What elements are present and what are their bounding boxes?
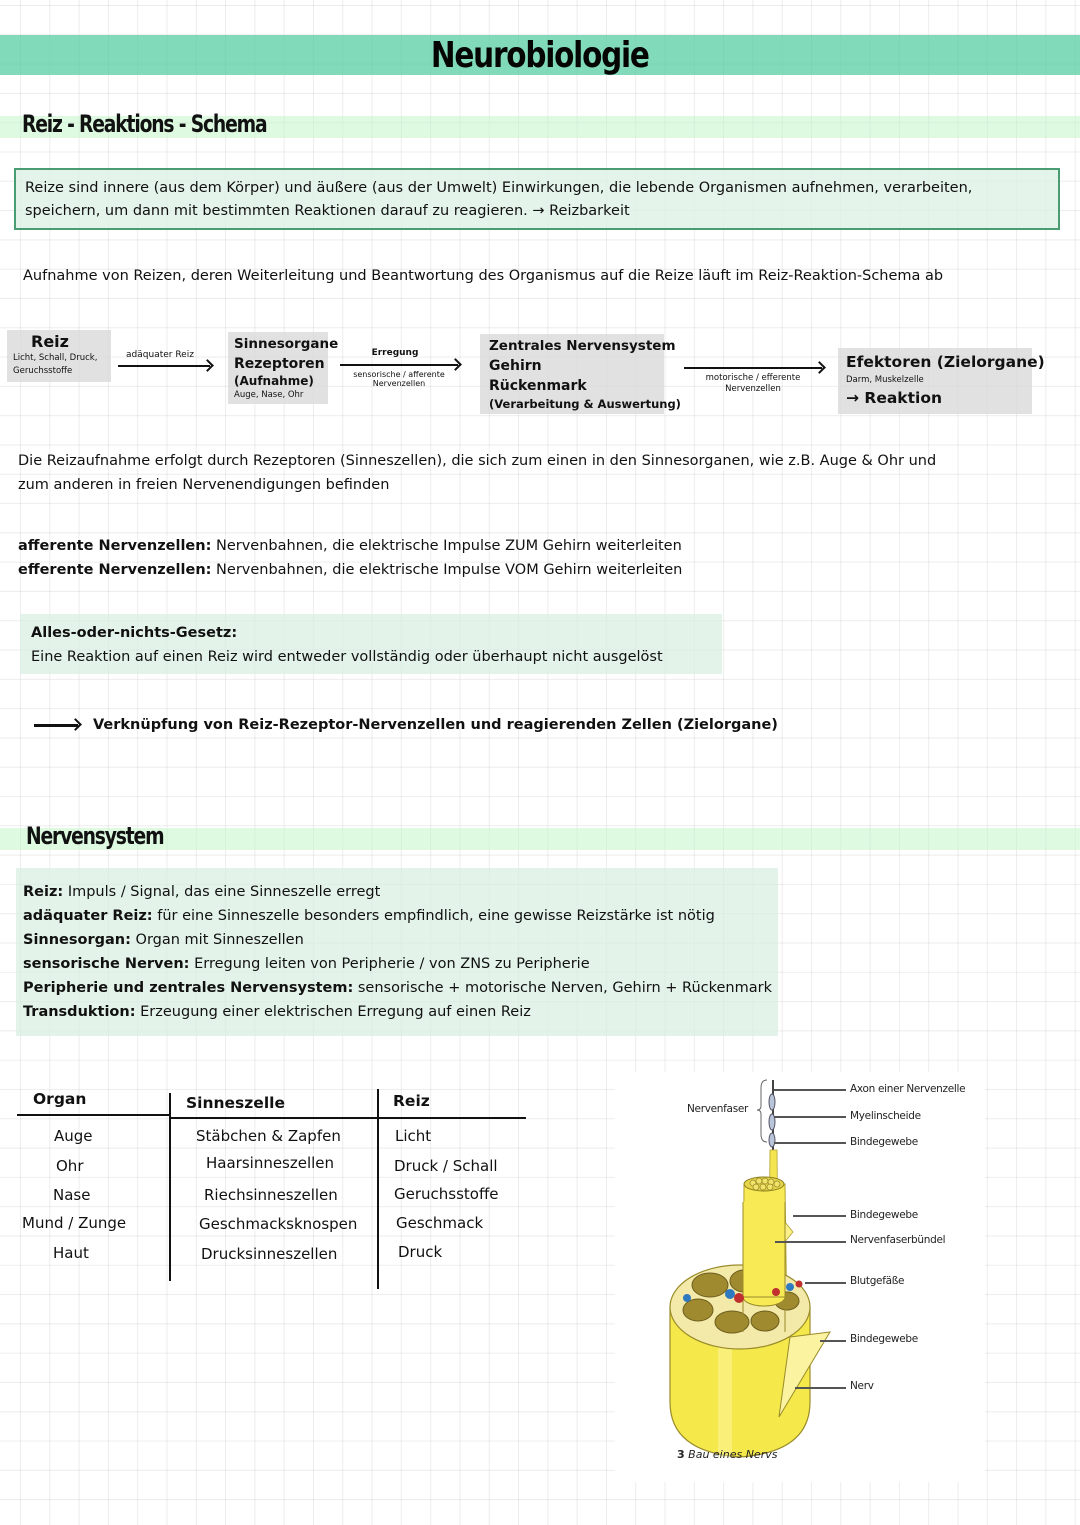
flow-effektoren-line3: → Reaktion <box>846 389 943 407</box>
table-cell: Drucksinneszellen <box>201 1245 338 1263</box>
label-myelinscheide: Myelinscheide <box>850 1110 921 1122</box>
label-nervenfaserbuendel: Nervenfaserbündel <box>850 1234 946 1246</box>
flow-reiz-title: Reiz <box>31 332 69 351</box>
label-nerv: Nerv <box>850 1380 874 1392</box>
definition-term: Transduktion: <box>23 1004 136 1020</box>
table-cell: Mund / Zunge <box>22 1214 127 1232</box>
intro-text: Aufnahme von Reizen, deren Weiterleitung und Beantwortung des Organismus auf die Reize läuft im Reiz-Reaktion-Schema ab <box>23 268 944 284</box>
flow-zns-line2: Gehirn <box>489 358 542 374</box>
table-header-reiz: Reiz <box>393 1092 430 1110</box>
receptors-line-1: Die Reizaufnahme erfolgt durch Rezeptoren (Sinneszellen), die sich zum einen in den Sinnesorganen, wie z.B. Auge & Ohr und <box>18 453 937 469</box>
label-leader-line <box>774 1089 846 1091</box>
flow-reiz-line1: Licht, Schall, Druck, <box>13 353 98 363</box>
table-divider <box>170 1117 378 1119</box>
arrow-icon <box>118 365 210 367</box>
caption-number: 3 <box>677 1448 685 1461</box>
definition-term: Sinnesorgan: <box>23 932 131 948</box>
table-cell: Auge <box>54 1127 93 1145</box>
nerve-illustration <box>615 1072 985 1482</box>
conclusion-text: Verknüpfung von Reiz-Rezeptor-Nervenzellen und reagierenden Zellen (Zielorgane) <box>93 717 778 733</box>
label-axon: Axon einer Nervenzelle <box>850 1083 966 1095</box>
definitions-box <box>16 868 778 1036</box>
flow-box-zns <box>480 334 681 414</box>
definition-item <box>23 1000 531 1024</box>
label-leader-line <box>805 1282 846 1284</box>
arrow-icon <box>684 367 822 369</box>
table-cell: Ohr <box>56 1157 84 1175</box>
table-cell: Riechsinneszellen <box>204 1186 338 1204</box>
definition-line-1: Reize sind innere (aus dem Körper) und äußere (aus der Umwelt) Einwirkungen, die lebende Organismen aufnehmen, verarbeiten, <box>25 180 973 196</box>
law-title: Alles-oder-nichts-Gesetz: <box>31 625 238 641</box>
table-cell: Haut <box>53 1244 89 1262</box>
section-heading-text: Nervensystem <box>26 822 164 850</box>
flow-zns-title: Zentrales Nervensystem <box>489 338 676 354</box>
section-heading-nervensystem <box>0 822 1080 850</box>
table-cell: Nase <box>53 1186 91 1204</box>
definition-term: sensorische Nerven: <box>23 956 190 972</box>
definition-item <box>23 904 715 928</box>
nerve-diagram-icon <box>615 1072 985 1482</box>
table-header-sinneszelle: Sinneszelle <box>186 1094 285 1112</box>
flow-box-reiz <box>7 330 111 382</box>
arrow-right-icon <box>34 724 78 727</box>
flow-effektoren-line2: Darm, Muskelzelle <box>846 375 924 385</box>
flow-box-sinnesorgane <box>228 332 339 404</box>
label-leader-line <box>775 1241 846 1243</box>
section-heading-reiz-reaktion <box>0 110 1080 138</box>
efferent-text: Nervenbahnen, die elektrische Impulse VOM Gehirn weiterleiten <box>211 562 683 578</box>
definition-text: Organ mit Sinneszellen <box>130 932 304 948</box>
definition-item <box>23 928 304 952</box>
definition-text: für eine Sinneszelle besonders empfindlich, eine gewisse Reizstärke ist nötig <box>152 908 715 924</box>
table-cell: Druck / Schall <box>394 1157 498 1175</box>
arrow3-bottom-label-1: motorische / efferente <box>705 373 801 383</box>
section-heading-text: Reiz - Reaktions - Schema <box>22 110 267 138</box>
label-leader-line <box>774 1142 846 1144</box>
flow-sinnesorgane-line4: Auge, Nase, Ohr <box>234 390 304 400</box>
flow-sinnesorgane-line3: (Aufnahme) <box>234 374 314 388</box>
afferent-text: Nervenbahnen, die elektrische Impulse ZUM Gehirn weiterleiten <box>211 538 682 554</box>
label-leader-line <box>774 1116 846 1118</box>
table-column-divider <box>169 1093 171 1281</box>
arrow2-bottom-label-1: sensorische / afferente <box>353 370 445 379</box>
definition-text: sensorische + motorische Nerven, Gehirn + Rückenmark <box>353 980 772 996</box>
definition-term: adäquater Reiz: <box>23 908 153 924</box>
arrow3-bottom-label-2: Nervenzellen <box>725 384 781 394</box>
label-blutgefaesse: Blutgefäße <box>850 1275 905 1287</box>
label-leader-line <box>820 1340 846 1342</box>
flow-zns-line3: Rückenmark <box>489 378 587 394</box>
law-text: Eine Reaktion auf einen Reiz wird entweder vollständig oder überhaupt nicht ausgelöst <box>31 649 663 665</box>
label-bindegewebe-2: Bindegewebe <box>850 1209 918 1221</box>
definition-text: Impuls / Signal, das eine Sinneszelle erregt <box>63 884 381 900</box>
definition-line-2: speichern, um dann mit bestimmten Reaktionen darauf zu reagieren. → Reizbarkeit <box>25 203 630 219</box>
label-nervenfaser: Nervenfaser <box>687 1103 749 1115</box>
afferent-term: afferente Nervenzellen: <box>18 538 212 554</box>
table-cell: Geschmacksknospen <box>199 1215 358 1233</box>
table-divider <box>378 1117 526 1119</box>
table-column-divider <box>377 1089 379 1289</box>
receptors-line-2: zum anderen in freien Nervenendigungen befinden <box>18 477 390 493</box>
arrow2-top-label: Erregung <box>371 348 419 358</box>
table-cell: Druck <box>398 1243 443 1261</box>
table-cell: Geschmack <box>396 1214 484 1232</box>
flow-sinnesorgane-title: Sinnesorgane <box>234 336 339 352</box>
efferent-term: efferente Nervenzellen: <box>18 562 212 578</box>
caption-text: Bau eines Nervs <box>688 1448 778 1461</box>
definition-box <box>14 168 1060 230</box>
page-title: Neurobiologie <box>431 34 649 76</box>
flow-box-effektoren <box>838 348 1045 414</box>
table-cell: Stäbchen & Zapfen <box>196 1127 341 1145</box>
flow-sinnesorgane-line2: Rezeptoren <box>234 356 325 372</box>
definition-text: Erregung leiten von Peripherie / von ZNS zu Peripherie <box>189 956 590 972</box>
flow-reiz-line2: Geruchsstoffe <box>13 366 73 376</box>
table-header-organ: Organ <box>33 1090 87 1108</box>
flow-zns-line4: (Verarbeitung & Auswertung) <box>489 397 681 411</box>
definition-term: Peripherie und zentrales Nervensystem: <box>23 980 354 996</box>
title-banner <box>0 35 1080 75</box>
arrow-icon <box>340 364 458 366</box>
label-leader-line <box>793 1215 846 1217</box>
table-cell: Haarsinneszellen <box>206 1154 335 1172</box>
flow-effektoren-title: Efektoren (Zielorgane) <box>846 353 1045 371</box>
definition-term: Reiz: <box>23 884 64 900</box>
definition-text: Erzeugung einer elektrischen Erregung auf einen Reiz <box>135 1004 531 1020</box>
table-cell: Licht <box>395 1127 432 1145</box>
definition-item <box>23 976 772 1000</box>
table-divider <box>17 1114 170 1116</box>
label-bindegewebe-1: Bindegewebe <box>850 1136 918 1148</box>
organ-table <box>0 1080 540 1300</box>
figure-caption <box>677 1448 777 1461</box>
definition-item <box>23 880 380 904</box>
definition-item <box>23 952 590 976</box>
arrow2-bottom-label-2: Nervenzellen <box>372 379 426 388</box>
efferent-definition <box>18 558 682 582</box>
table-cell: Geruchsstoffe <box>394 1185 499 1203</box>
afferent-definition <box>18 534 682 558</box>
arrow1-label: adäquater Reiz <box>126 350 194 360</box>
label-leader-line <box>795 1387 846 1389</box>
label-bindegewebe-3: Bindegewebe <box>850 1333 918 1345</box>
law-box <box>20 614 722 674</box>
